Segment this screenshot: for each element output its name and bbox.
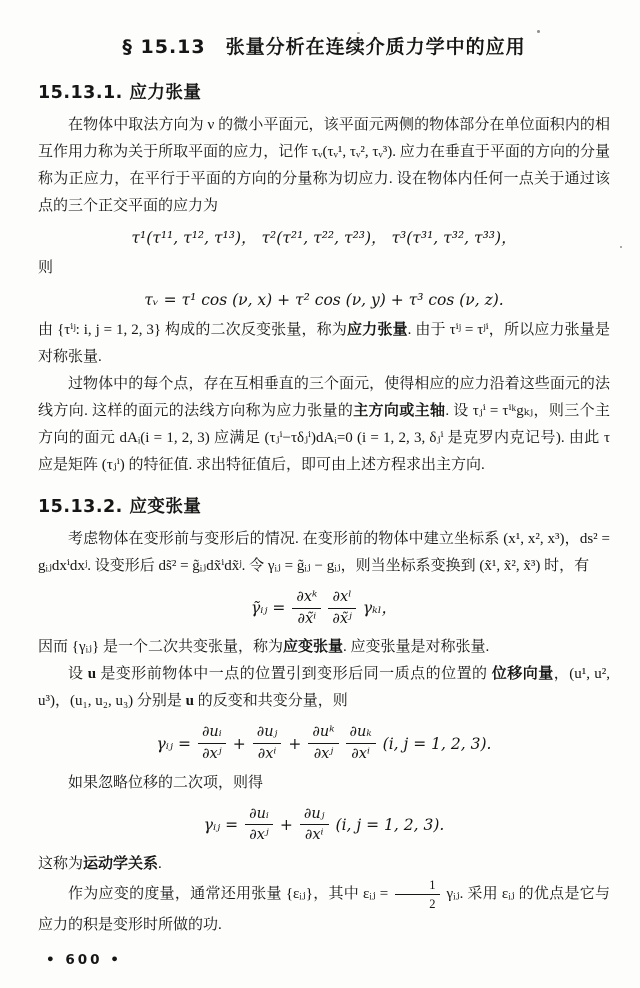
plus-operator: +: [232, 734, 246, 753]
paragraph-displacement-vector: [38, 661, 610, 715]
equation-strain-linearized: [38, 806, 610, 844]
text-run: 应变张量: [282, 639, 343, 656]
fraction-numerator: ∂xˡ: [328, 589, 356, 609]
text-run: 作为应变的度量，通常还用张量 {εᵢⱼ}，其中 εᵢⱼ =: [68, 885, 393, 902]
text-run: 由 {τⁱʲ: i, j = 1, 2, 3} 构成的二次反变张量，称为: [38, 322, 347, 338]
text-run: 主方向或主轴: [353, 403, 446, 419]
scan-speck: [537, 30, 540, 33]
equation-strain-full: [38, 724, 610, 762]
plus-operator: +: [279, 815, 293, 834]
fraction: [245, 806, 273, 844]
text-run: . 由于 τⁱʲ = τʲⁱ，所以应力张量是对称张量.: [38, 322, 610, 365]
subsection-heading-stress-tensor: 15.13.1. 应力张量: [38, 83, 202, 103]
text-run: u: [185, 693, 195, 710]
connector-then: 则: [38, 260, 54, 276]
text-run: 的反变和共变分量，则: [194, 693, 348, 710]
fraction: [308, 724, 338, 762]
text-run: ，(u¹, u², u³)，(u₁, u₂, u₃) 分别是: [38, 666, 610, 710]
fraction-denominator: ∂xⁱ: [304, 827, 324, 844]
text-run: . 应变张量是对称张量.: [342, 639, 490, 656]
plus-operator: +: [288, 734, 302, 753]
fraction-denominator: ∂x̃ʲ: [332, 610, 352, 627]
fraction: [292, 589, 321, 627]
paragraph-strain-intro: 考虑物体在变形前与变形后的情况. 在变形前的物体中建立坐标系 (x¹, x², x³)，ds² = gᵢⱼdxⁱdxʲ. 设变形后 ds̃² = g̃ᵢⱼdx̃ⁱdx̃ʲ. 令 γᵢⱼ = g̃ᵢⱼ − gᵢⱼ，则当坐标系变换到 (x̃¹, x̃², x̃³) 时，有: [38, 531, 610, 574]
fraction-denominator: ∂xʲ: [249, 827, 269, 844]
eq-condition: (i, j = 1, 2, 3).: [382, 734, 492, 753]
text-run: .: [158, 856, 162, 873]
text-run: 应力张量: [347, 322, 408, 338]
fraction-numerator: ∂uᵏ: [308, 724, 338, 744]
text-run: γᵢⱼ. 采用 εᵢⱼ 的优点是它与应力的积是变形时所做的功.: [38, 885, 610, 933]
fraction-denominator: ∂x̃ⁱ: [297, 610, 317, 627]
paragraph-strain-tensor-definition: [38, 634, 610, 661]
equation-strain-transformation: [38, 589, 610, 627]
text-run: . 设 τⱼⁱ = τⁱᵏgₖⱼ，则三个主方向的面元 dAᵢ(i = 1, 2, 3) 应满足 (τⱼⁱ−τδⱼⁱ)dAᵢ=0 (i = 1, 2, 3, δⱼⁱ 是克罗内克记号). 由此 τ 应是矩阵 (τⱼⁱ) 的特征值. 求出特征值后，即可由上述方程求出主方向.: [38, 403, 610, 473]
text-run: 是变形前物体中一点的位置引到变形后同一质点的位置的: [96, 666, 492, 683]
paragraph-kinematic-relation: [38, 851, 610, 878]
fraction: [346, 724, 376, 762]
paragraph-strain-measure: [38, 878, 610, 939]
paragraph-stress-intro: 在物体中取法方向为 ν 的微小平面元，该平面元两侧的物体部分在单位面积内的相互作用力称为关于所取平面的应力，记作 τᵥ(τᵥ¹, τᵥ², τᵥ³). 应力在垂直于平面的方向的分量称为正应力，在平行于平面的方向的分量称为切应力. 设在物体内任何一点关于通过该点的三个正交平面的应力为: [38, 117, 610, 214]
fraction-numerator: ∂uₖ: [346, 724, 376, 744]
fraction: [198, 724, 226, 762]
paragraph-stress-tensor-definition: [38, 317, 610, 371]
fraction: [300, 806, 329, 844]
eq-lhs: γᵢⱼ =: [156, 734, 191, 753]
fraction-numerator: ∂uⱼ: [300, 806, 329, 826]
text-run: 过物体中的每个点，存在互相垂直的三个面元，使得相应的应力沿着这些面元的法线方向. 这样的面元的法线方向称为应力张量的: [38, 376, 610, 419]
text-run: u: [87, 666, 97, 683]
chapter-section-title: § 15.13 张量分析在连续介质力学中的应用: [122, 36, 526, 58]
fraction: [253, 724, 282, 762]
equation-stress-vector: τᵥ = τ¹ cos (ν, x) + τ² cos (ν, y) + τ³ cos (ν, z).: [144, 291, 504, 309]
scan-speck: [620, 246, 622, 248]
fraction-numerator: ∂uᵢ: [245, 806, 273, 826]
fraction-numerator: ∂uᵢ: [198, 724, 226, 744]
fraction-denominator: ∂xⁱ: [351, 746, 370, 763]
fraction-numerator: ∂uⱼ: [253, 724, 282, 744]
text-run: 运动学关系: [83, 856, 159, 873]
paragraph-neglect-second-order: 如果忽略位移的二次项，则得: [68, 774, 264, 791]
text-run: 这称为: [38, 856, 84, 873]
eq-condition: (i, j = 1, 2, 3).: [335, 815, 445, 834]
paragraph-principal-directions: [38, 371, 610, 479]
fraction: [328, 589, 356, 627]
fraction-denominator: 2: [429, 897, 436, 912]
page-number: • 600 •: [46, 952, 122, 968]
fraction-denominator: ∂xⁱ: [257, 746, 277, 763]
text-run: 因而 {γᵢⱼ} 是一个二次共变张量，称为: [38, 639, 283, 656]
text-run: 位移向量: [491, 666, 554, 683]
fraction-one-half: [395, 878, 439, 912]
subsection-heading-strain-tensor: 15.13.2. 应变张量: [38, 497, 202, 517]
equation-stress-components: τ¹(τ¹¹, τ¹², τ¹³)， τ²(τ²¹, τ²², τ²³)， τ³(τ³¹, τ³², τ³³)，: [131, 229, 517, 247]
fraction-denominator: ∂xʲ: [313, 746, 334, 763]
fraction-numerator: ∂xᵏ: [292, 589, 321, 609]
fraction-numerator: 1: [395, 878, 439, 895]
eq-tail: γₖₗ，: [362, 599, 398, 618]
fraction-denominator: ∂xʲ: [202, 746, 222, 763]
eq-lhs: γ̃ᵢⱼ =: [250, 599, 286, 618]
scan-speck: [357, 32, 360, 34]
text-run: 设: [68, 666, 88, 683]
eq-lhs: γᵢⱼ =: [203, 815, 239, 834]
